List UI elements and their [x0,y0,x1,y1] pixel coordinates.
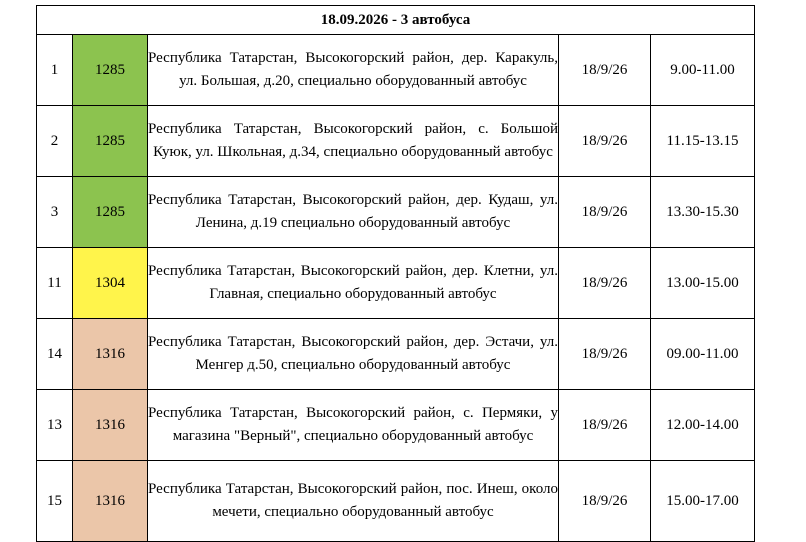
table-row [37,319,755,390]
route-number: 1316 [73,319,148,390]
address: Республика Татарстан, Высокогорский район, дер. Кудаш, ул. Ленина, д.19 специально оборудованный автобус [148,177,559,248]
table-row [37,106,755,177]
table-header: 18.09.2026 - 3 автобуса [37,6,755,35]
table-row [37,390,755,461]
address: Республика Татарстан, Высокогорский район, с. Пермяки, у магазина "Верный", специально оборудованный автобус [148,390,559,461]
time-slot: 13.00-15.00 [651,248,755,319]
table-row [37,248,755,319]
time-slot: 11.15-13.15 [651,106,755,177]
address: Республика Татарстан, Высокогорский район, дер. Эстачи, ул. Менгер д.50, специально оборудованный автобус [148,319,559,390]
table-row [37,461,755,542]
time-slot: 15.00-17.00 [651,461,755,542]
date: 18/9/26 [559,461,651,542]
address: Республика Татарстан, Высокогорский район, дер. Каракуль, ул. Большая, д.20, специально оборудованный автобус [148,35,559,106]
header-row [37,6,755,35]
route-number: 1316 [73,390,148,461]
route-number: 1285 [73,177,148,248]
address: Республика Татарстан, Высокогорский район, пос. Инеш, около мечети, специально оборудованный автобус [148,461,559,542]
row-number: 14 [37,319,73,390]
time-slot: 13.30-15.30 [651,177,755,248]
route-number: 1285 [73,35,148,106]
row-number: 15 [37,461,73,542]
row-number: 2 [37,106,73,177]
date: 18/9/26 [559,35,651,106]
row-number: 1 [37,35,73,106]
date: 18/9/26 [559,319,651,390]
row-number: 11 [37,248,73,319]
table-row [37,35,755,106]
address: Республика Татарстан, Высокогорский район, с. Большой Куюк, ул. Школьная, д.34, специально оборудованный автобус [148,106,559,177]
date: 18/9/26 [559,390,651,461]
row-number: 13 [37,390,73,461]
time-slot: 12.00-14.00 [651,390,755,461]
time-slot: 09.00-11.00 [651,319,755,390]
table-row [37,177,755,248]
date: 18/9/26 [559,106,651,177]
row-number: 3 [37,177,73,248]
date: 18/9/26 [559,248,651,319]
date: 18/9/26 [559,177,651,248]
schedule-table [36,5,755,542]
route-number: 1285 [73,106,148,177]
route-number: 1316 [73,461,148,542]
route-number: 1304 [73,248,148,319]
time-slot: 9.00-11.00 [651,35,755,106]
address: Республика Татарстан, Высокогорский район, дер. Клетни, ул. Главная, специально оборудованный автобус [148,248,559,319]
